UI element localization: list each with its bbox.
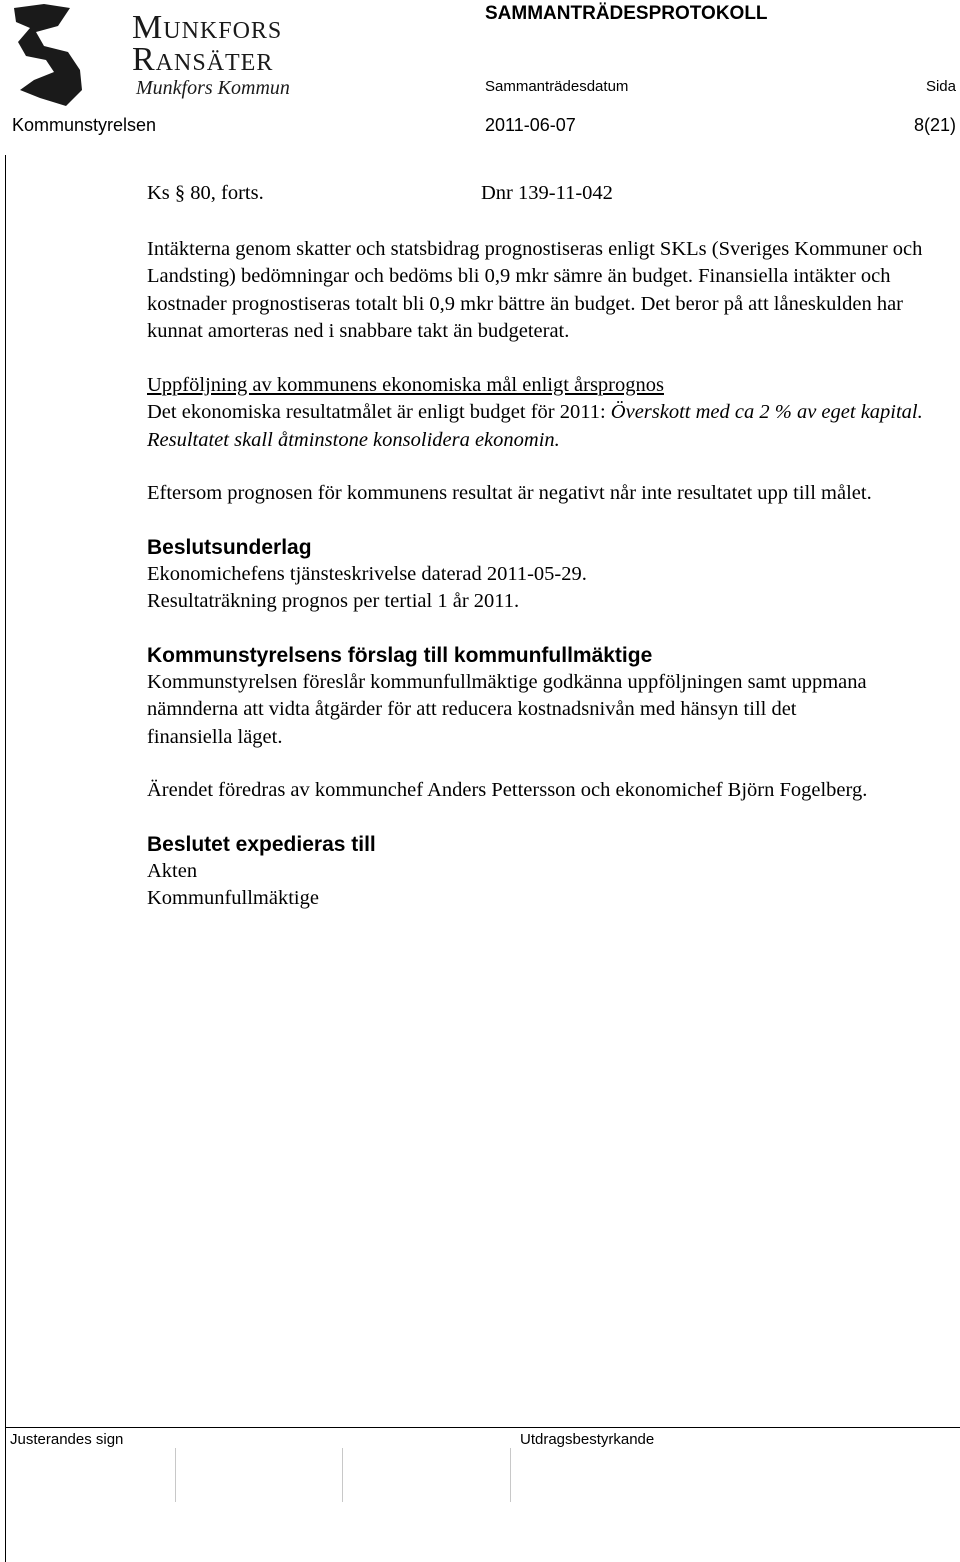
dispatch-item: Akten — [147, 859, 198, 882]
left-margin-rule — [5, 155, 6, 1562]
signature-box-divider — [342, 1448, 343, 1502]
signature-box-divider — [175, 1448, 176, 1502]
minutes-body — [147, 180, 927, 913]
certification-label: Utdragsbestyrkande — [520, 1431, 655, 1448]
municipality-logo — [10, 2, 300, 110]
page-number: 8(21) — [913, 115, 956, 135]
logo-line3: Munkfors Kommun — [136, 77, 290, 99]
basis-item: Ekonomichefens tjänsteskrivelse daterad 2011-05-29. — [147, 562, 587, 585]
goal-intro: Det ekonomiska resultatmålet är enligt budget för 2011: — [147, 401, 611, 423]
logo-emblem-icon — [14, 4, 82, 106]
case-reference-line — [147, 180, 927, 208]
committee-name: Kommunstyrelsen — [12, 115, 157, 135]
goal-text: Överskott med ca 2 % av eget kapital. Resultatet skall åtminstone konsolidera ekonomin. — [147, 401, 923, 451]
basis-item: Resultaträkning prognos per tertial 1 år 2011. — [147, 590, 520, 612]
dispatch-item: Kommunfullmäktige — [147, 887, 319, 909]
footer-rule — [5, 1427, 960, 1428]
dispatch-heading: Beslutet expedieras till — [147, 832, 376, 856]
case-reference: Ks § 80, forts. — [147, 182, 264, 204]
diary-number: Dnr 139-11-042 — [481, 182, 613, 204]
logo-line1: Munkfors — [132, 9, 283, 46]
proposal-text: Kommunstyrelsen föreslår kommunfullmäktige godkänna uppföljningen samt uppmana nämnderna att vidta åtgärder för att reducera kostnadsnivån med hänsyn till det finansiella läget. — [147, 670, 867, 748]
logo-line2: Ransäter — [132, 41, 274, 78]
presented-text: Ärendet föredras av kommunchef Anders Pettersson och ekonomichef Björn Fogelberg. — [147, 779, 868, 801]
signature-box-divider — [510, 1448, 511, 1502]
section-title: Uppföljning av kommunens ekonomiska mål enligt årsprognos — [147, 373, 664, 396]
page-label: Sida — [925, 78, 956, 95]
meeting-date: 2011-06-07 — [485, 115, 576, 135]
basis-heading: Beslutsunderlag — [147, 535, 312, 559]
date-label: Sammanträdesdatum — [485, 78, 629, 95]
proposal-heading: Kommunstyrelsens förslag till kommunfullmäktige — [147, 643, 653, 667]
paragraph-forecast: Intäkterna genom skatter och statsbidrag prognostiseras enligt SKLs (Sveriges Kommuner och Landsting) bedömningar och bedöms bli 0,9 mkr sämre än budget. Finansiella intäkter och kostnader prognostiseras totalt bli 0,9 mkr bättre än budget. Det beror på att låneskulden har kunnat amorteras ned i snabbare takt än budgeterat. — [147, 237, 923, 342]
document-type: SAMMANTRÄDESPROTOKOLL — [485, 3, 768, 24]
paragraph-result: Eftersom prognosen för kommunens resultat är negativt når inte resultatet upp till målet. — [147, 482, 872, 504]
signature-label: Justerandes sign — [10, 1431, 124, 1448]
paragraph-goal — [147, 399, 927, 454]
